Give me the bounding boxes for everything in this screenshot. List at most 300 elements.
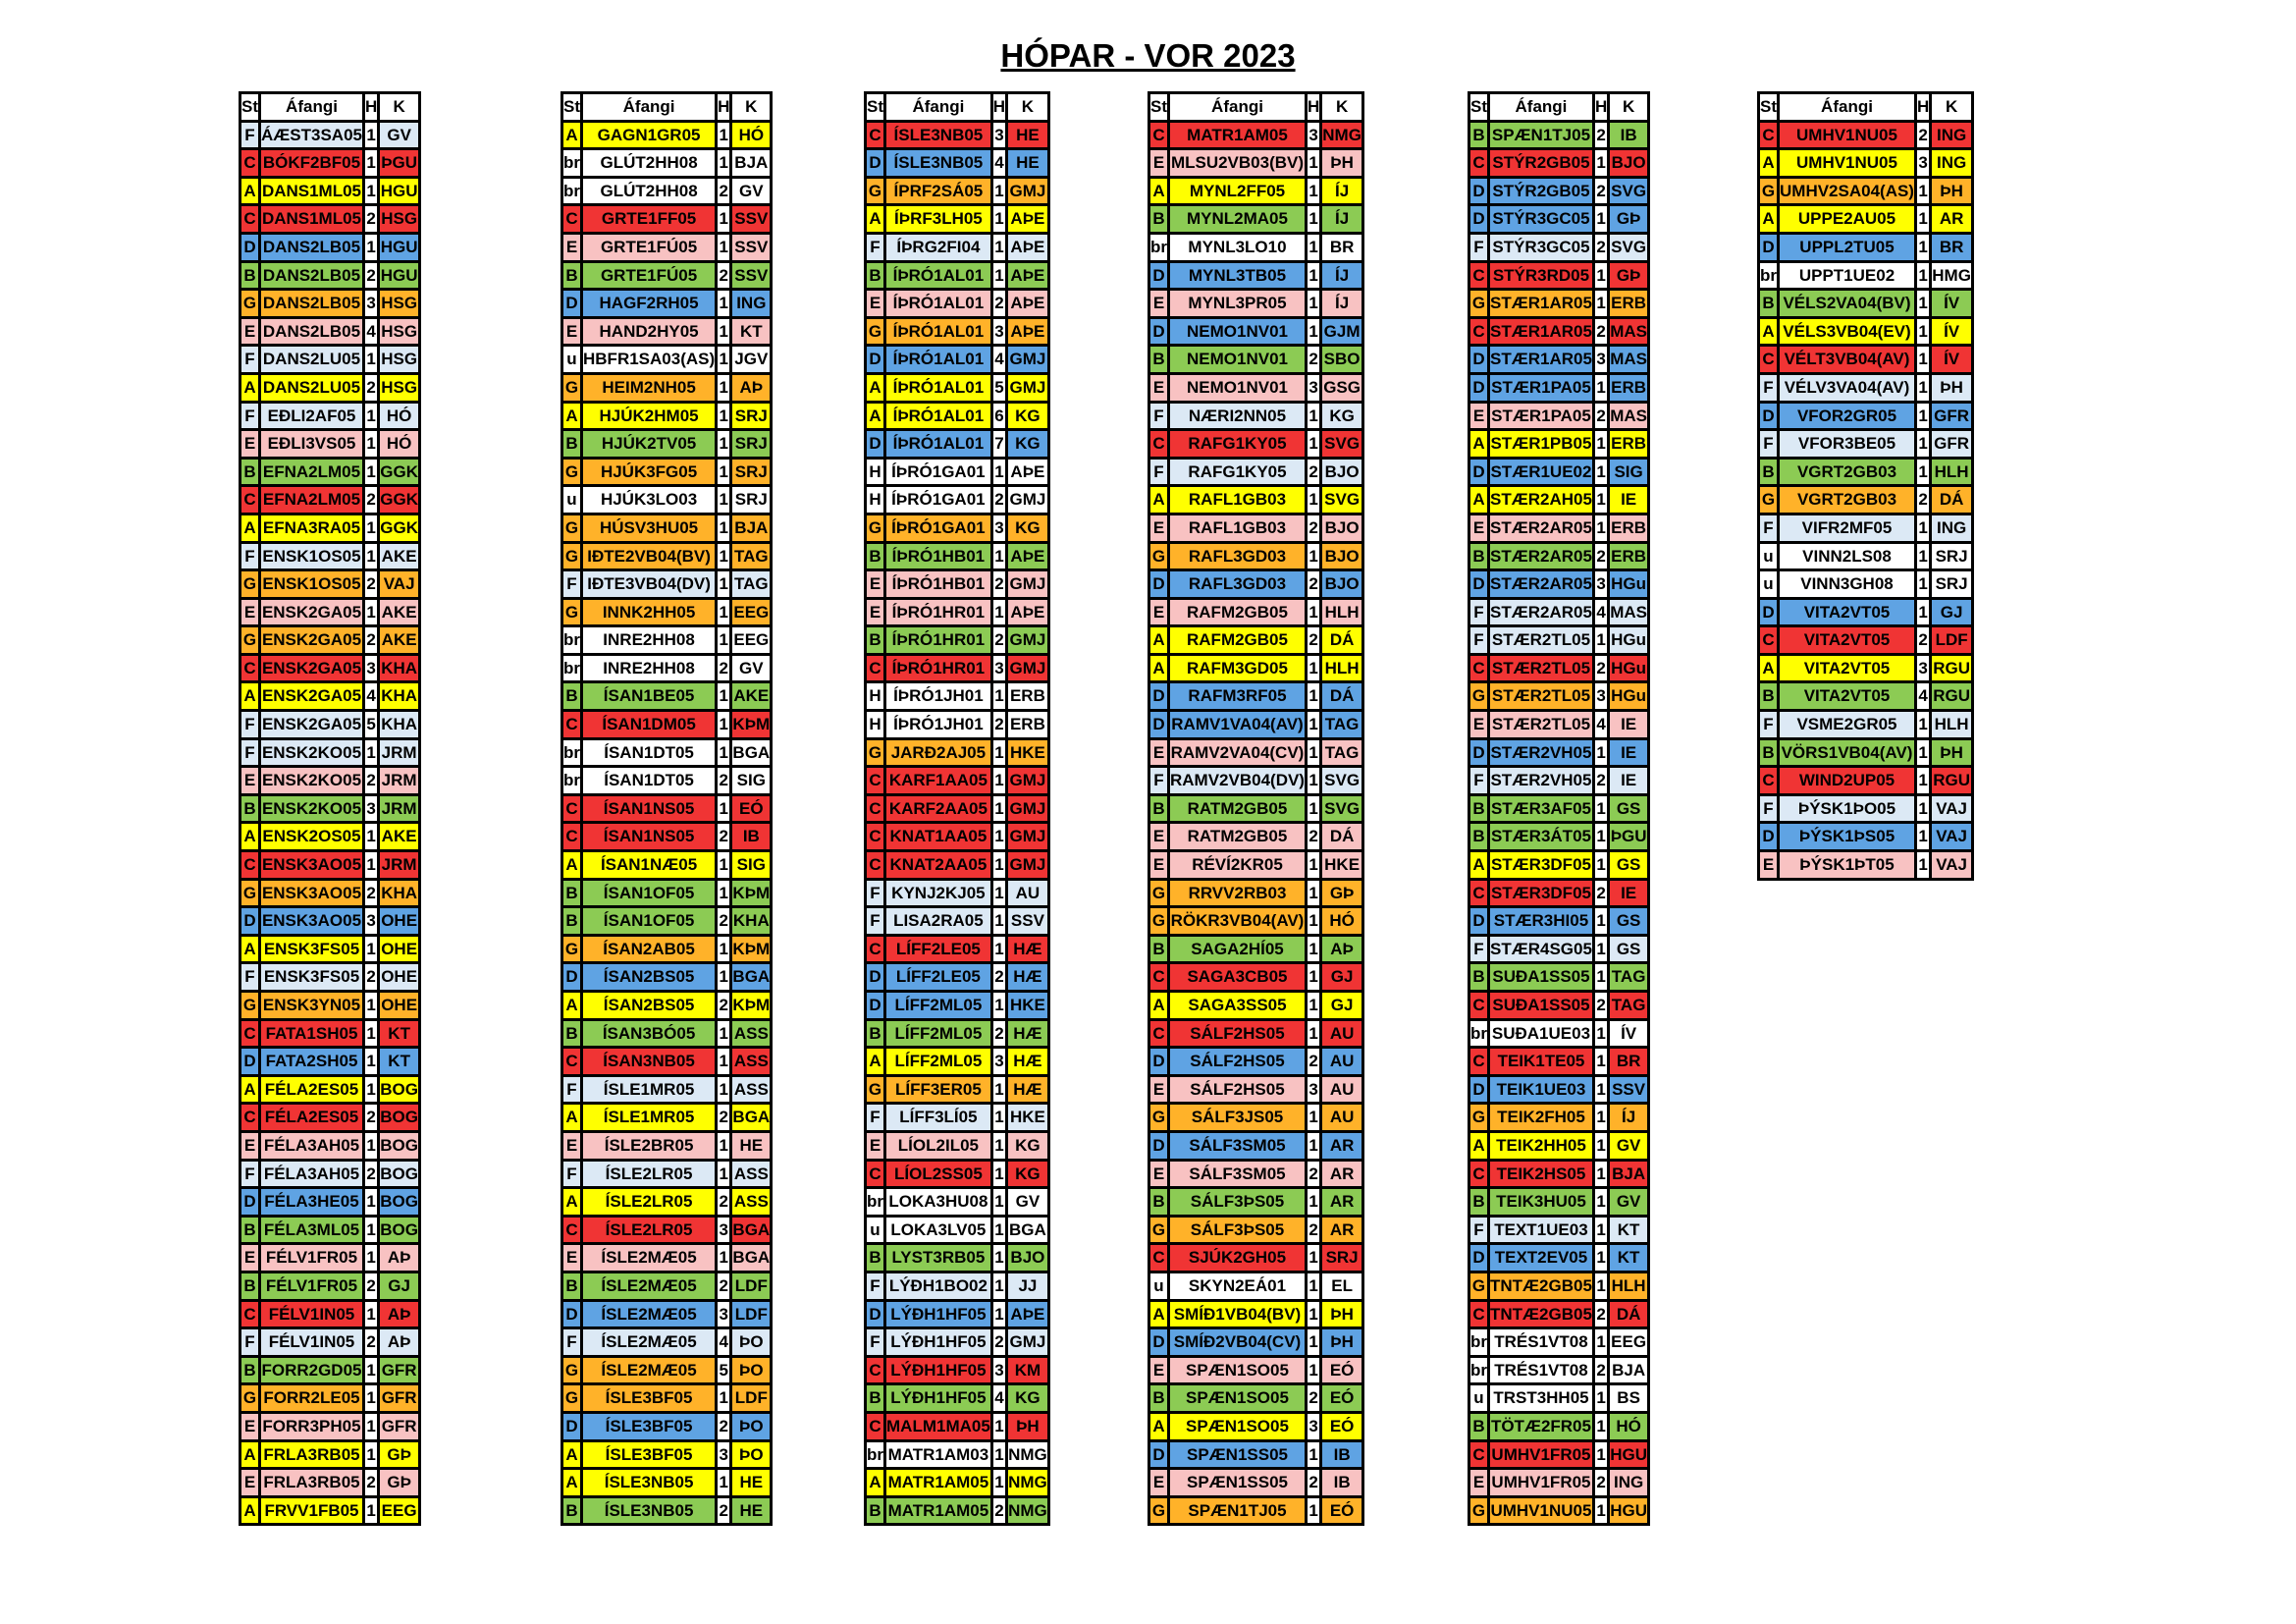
cell-k: HGU (1610, 1498, 1647, 1524)
table-row (1470, 1162, 1647, 1187)
cell-k: EEG (1610, 1329, 1647, 1355)
table-row (867, 600, 1047, 625)
cell-st: C (867, 1358, 883, 1383)
cell-st: F (241, 1329, 258, 1355)
cell-k: AKE (732, 683, 770, 709)
cell-st: u (563, 487, 580, 513)
cell-st: B (563, 263, 580, 289)
cell-afangi: ÍSAN1DT05 (583, 768, 715, 793)
cell-afangi: ÍÞRÓ1AL01 (886, 404, 990, 429)
group-table (561, 91, 773, 1526)
cell-h: 1 (1917, 460, 1929, 485)
cell-afangi: HJÚK3LO03 (583, 487, 715, 513)
cell-h: 2 (365, 206, 377, 232)
cell-k: ÞGU (380, 150, 418, 176)
cell-afangi: SÁLF3JS05 (1170, 1105, 1305, 1130)
cell-h: 1 (993, 908, 1005, 934)
cell-afangi: RAFM3RF05 (1170, 683, 1305, 709)
cell-afangi: FRLA3RB05 (261, 1470, 362, 1495)
column-header-k: K (732, 94, 770, 120)
cell-k: SRJ (1932, 544, 1971, 569)
cell-h: 1 (993, 263, 1005, 289)
cell-k: MAS (1610, 404, 1647, 429)
table-row (563, 487, 770, 513)
table-row (563, 1021, 770, 1047)
cell-st: G (241, 1385, 258, 1411)
cell-k: TAG (732, 544, 770, 569)
cell-st: F (1760, 796, 1777, 822)
column-header-h: H (1308, 94, 1319, 120)
table-row (1470, 544, 1647, 569)
cell-st: A (563, 1105, 580, 1130)
cell-h: 3 (365, 796, 377, 822)
cell-k: GMJ (1008, 375, 1047, 401)
table-row (563, 1414, 770, 1439)
cell-h: 1 (1917, 796, 1929, 822)
cell-k: HKE (1322, 852, 1362, 878)
cell-st: E (1150, 740, 1167, 766)
table-row (1150, 1245, 1362, 1271)
column-header-st: St (241, 94, 258, 120)
table-row (563, 291, 770, 316)
table-row (1150, 1470, 1362, 1495)
cell-h: 2 (365, 627, 377, 653)
cell-afangi: HJÚK2HM05 (583, 404, 715, 429)
cell-k: TAG (1610, 993, 1647, 1018)
cell-k: IE (1610, 881, 1647, 906)
cell-afangi: RAMV2VA04(CV) (1170, 740, 1305, 766)
cell-k: AÞE (1008, 544, 1047, 569)
cell-st: C (241, 487, 258, 513)
table-row (1470, 1105, 1647, 1130)
cell-h: 1 (1595, 1273, 1607, 1299)
cell-k: TAG (1610, 964, 1647, 990)
cell-st: E (1150, 515, 1167, 541)
table-row (1470, 1189, 1647, 1215)
cell-k: ÞH (1322, 1329, 1362, 1355)
cell-afangi: ENSK2GA05 (261, 627, 362, 653)
cell-h: 1 (718, 404, 729, 429)
cell-k: OHE (380, 908, 418, 934)
cell-st: D (1470, 1245, 1487, 1271)
cell-h: 1 (1595, 1021, 1607, 1047)
cell-h: 1 (365, 740, 377, 766)
cell-st: D (867, 1302, 883, 1327)
cell-h: 1 (1308, 768, 1319, 793)
cell-afangi: UMHV1NU05 (1780, 123, 1914, 148)
cell-st: B (241, 263, 258, 289)
cell-afangi: ENSK2KO05 (261, 768, 362, 793)
cell-h: 2 (993, 1021, 1005, 1047)
table-row (241, 1442, 418, 1468)
cell-afangi: STÝR2GB05 (1490, 179, 1592, 204)
cell-afangi: ÍSAN1OF05 (583, 908, 715, 934)
cell-h: 2 (718, 1189, 729, 1215)
table-row (241, 852, 418, 878)
table-row (1150, 487, 1362, 513)
cell-k: MAS (1610, 347, 1647, 372)
cell-k: HSG (380, 319, 418, 345)
cell-st: E (1150, 600, 1167, 625)
cell-k: ÞO (732, 1358, 770, 1383)
cell-st: A (241, 1077, 258, 1103)
table-row (241, 1498, 418, 1524)
cell-afangi: ÍSLE3NB05 (583, 1470, 715, 1495)
cell-afangi: ÍSAN1DT05 (583, 740, 715, 766)
table-row (1760, 206, 1971, 232)
cell-st: F (241, 740, 258, 766)
table-row (1150, 1021, 1362, 1047)
cell-afangi: SJÚK2GH05 (1170, 1245, 1305, 1271)
cell-h: 4 (1595, 712, 1607, 737)
table-row (241, 123, 418, 148)
cell-afangi: RAFG1KY05 (1170, 431, 1305, 457)
cell-h: 1 (993, 235, 1005, 260)
cell-k: GFR (380, 1414, 418, 1439)
cell-afangi: HÚSV3HU05 (583, 515, 715, 541)
cell-k: HKE (1008, 993, 1047, 1018)
cell-st: A (1470, 487, 1487, 513)
cell-st: A (563, 993, 580, 1018)
table-row (867, 852, 1047, 878)
cell-k: AKE (380, 544, 418, 569)
table-row (867, 1470, 1047, 1495)
cell-afangi: EÐLI3VS05 (261, 431, 362, 457)
cell-afangi: STÆR2AR05 (1490, 515, 1592, 541)
cell-k: BJA (732, 150, 770, 176)
cell-afangi: STÆR1AR05 (1490, 291, 1592, 316)
cell-st: B (1470, 1189, 1487, 1215)
cell-afangi: STÆR4SG05 (1490, 937, 1592, 962)
cell-afangi: RAFM2GB05 (1170, 627, 1305, 653)
cell-st: A (1150, 627, 1167, 653)
header-row (1470, 94, 1647, 120)
cell-h: 3 (365, 656, 377, 681)
cell-h: 4 (365, 319, 377, 345)
table-row (241, 375, 418, 401)
table-row (867, 1218, 1047, 1243)
cell-afangi: ÍSAN1OF05 (583, 881, 715, 906)
table-row (563, 1329, 770, 1355)
cell-h: 1 (718, 881, 729, 906)
cell-h: 4 (718, 1329, 729, 1355)
cell-afangi: DANS2LB05 (261, 263, 362, 289)
cell-st: F (241, 712, 258, 737)
cell-k: ÞH (1322, 1302, 1362, 1327)
table-row (241, 1470, 418, 1495)
cell-st: B (1150, 796, 1167, 822)
cell-st: G (1150, 908, 1167, 934)
table-row (241, 1189, 418, 1215)
cell-h: 1 (718, 937, 729, 962)
cell-st: C (1470, 1049, 1487, 1074)
cell-st: br (867, 1442, 883, 1468)
cell-h: 1 (1917, 600, 1929, 625)
cell-h: 3 (1308, 375, 1319, 401)
cell-st: D (563, 964, 580, 990)
cell-st: u (1760, 571, 1777, 597)
cell-afangi: SPÆN1SO05 (1170, 1385, 1305, 1411)
table-row (1470, 123, 1647, 148)
cell-st: B (1760, 740, 1777, 766)
cell-st: B (1150, 937, 1167, 962)
table-row (241, 627, 418, 653)
cell-st: E (1150, 1162, 1167, 1187)
cell-h: 2 (993, 712, 1005, 737)
cell-k: OHE (380, 964, 418, 990)
cell-st: u (1150, 1273, 1167, 1299)
cell-k: GJM (1322, 319, 1362, 345)
table-row (867, 937, 1047, 962)
cell-k: HÆ (1008, 964, 1047, 990)
cell-st: D (1470, 1077, 1487, 1103)
cell-h: 3 (718, 1302, 729, 1327)
table-row (1150, 571, 1362, 597)
cell-h: 1 (1595, 1077, 1607, 1103)
table-row (563, 712, 770, 737)
cell-k: ÍJ (1322, 179, 1362, 204)
table-row (563, 1077, 770, 1103)
cell-k: ÞH (1932, 740, 1971, 766)
cell-h: 1 (718, 1133, 729, 1159)
cell-afangi: FÉLV1IN05 (261, 1329, 362, 1355)
table-row (241, 460, 418, 485)
table-row (867, 1385, 1047, 1411)
cell-afangi: ÍSAN1NS05 (583, 824, 715, 849)
cell-h: 1 (1595, 515, 1607, 541)
table-row (241, 740, 418, 766)
cell-afangi: ENSK3YN05 (261, 993, 362, 1018)
cell-st: B (1470, 544, 1487, 569)
cell-k: BJA (1610, 1162, 1647, 1187)
cell-k: GMJ (1008, 487, 1047, 513)
cell-afangi: FÉLV1FR05 (261, 1273, 362, 1299)
cell-st: E (241, 1470, 258, 1495)
cell-afangi: LÝÐH1HF05 (886, 1329, 990, 1355)
cell-afangi: FÉLA3AH05 (261, 1162, 362, 1187)
cell-k: AU (1322, 1021, 1362, 1047)
cell-afangi: SÁLF3SM05 (1170, 1162, 1305, 1187)
table-row (563, 1245, 770, 1271)
cell-st: B (563, 1498, 580, 1524)
cell-afangi: VFOR3BE05 (1780, 431, 1914, 457)
table-row (1150, 1442, 1362, 1468)
table-row (1470, 515, 1647, 541)
table-row (1470, 1498, 1647, 1524)
cell-afangi: RAFL1GB03 (1170, 515, 1305, 541)
cell-st: C (241, 206, 258, 232)
cell-k: HKE (1008, 740, 1047, 766)
cell-st: C (1150, 1021, 1167, 1047)
cell-afangi: TRST3HH05 (1490, 1385, 1592, 1411)
table-row (867, 1442, 1047, 1468)
cell-afangi: FATA1SH05 (261, 1021, 362, 1047)
cell-k: OHE (380, 993, 418, 1018)
cell-k: GV (1610, 1133, 1647, 1159)
cell-st: B (1150, 1385, 1167, 1411)
cell-h: 1 (1595, 1218, 1607, 1243)
cell-st: A (1150, 179, 1167, 204)
table-row (867, 768, 1047, 793)
cell-h: 5 (993, 375, 1005, 401)
cell-k: GJ (1322, 993, 1362, 1018)
cell-afangi: TEXT1UE03 (1490, 1218, 1592, 1243)
column-header-k: K (380, 94, 418, 120)
cell-afangi: UPPT1UE02 (1780, 263, 1914, 289)
cell-st: E (563, 235, 580, 260)
cell-h: 2 (1595, 235, 1607, 260)
cell-afangi: STÆR2AR05 (1490, 600, 1592, 625)
cell-k: BJO (1008, 1245, 1047, 1271)
cell-st: D (1470, 375, 1487, 401)
cell-st: G (867, 740, 883, 766)
cell-afangi: RÖKR3VB04(AV) (1170, 908, 1305, 934)
table-row (1150, 319, 1362, 345)
table-row (1760, 179, 1971, 204)
cell-h: 2 (1595, 768, 1607, 793)
cell-h: 1 (1308, 656, 1319, 681)
table-row (1150, 712, 1362, 737)
cell-afangi: SAGA3CB05 (1170, 964, 1305, 990)
cell-st: D (1150, 1442, 1167, 1468)
cell-k: HÆ (1008, 937, 1047, 962)
cell-k: AÞE (1008, 600, 1047, 625)
cell-k: BJA (732, 515, 770, 541)
cell-st: F (867, 1105, 883, 1130)
cell-h: 2 (993, 291, 1005, 316)
cell-k: SSV (732, 263, 770, 289)
cell-k: SSV (732, 235, 770, 260)
cell-afangi: LYST3RB05 (886, 1245, 990, 1271)
cell-st: E (1150, 852, 1167, 878)
cell-afangi: DANS2LU05 (261, 347, 362, 372)
cell-afangi: ÍSAN2BS05 (583, 993, 715, 1018)
table-row (241, 1218, 418, 1243)
cell-k: GMJ (1008, 796, 1047, 822)
cell-h: 2 (1308, 1218, 1319, 1243)
table-row (1470, 824, 1647, 849)
table-row (241, 993, 418, 1018)
cell-afangi: ÍPRF2SÁ05 (886, 179, 990, 204)
table-row (241, 1077, 418, 1103)
table-row (1470, 1385, 1647, 1411)
cell-st: A (867, 1470, 883, 1495)
cell-h: 1 (1595, 150, 1607, 176)
cell-h: 1 (365, 1385, 377, 1411)
cell-afangi: TEIK1UE03 (1490, 1077, 1592, 1103)
cell-k: EÓ (1322, 1385, 1362, 1411)
cell-st: D (867, 993, 883, 1018)
cell-afangi: ÍSLE2BR05 (583, 1133, 715, 1159)
cell-st: D (1150, 1133, 1167, 1159)
cell-h: 2 (365, 571, 377, 597)
cell-afangi: IÐTE3VB04(DV) (583, 571, 715, 597)
table-row (1150, 796, 1362, 822)
table-row (563, 319, 770, 345)
cell-h: 2 (1308, 1385, 1319, 1411)
table-row (1150, 1218, 1362, 1243)
cell-k: IB (732, 824, 770, 849)
table-row (867, 347, 1047, 372)
cell-afangi: ÍÞRÓ1AL01 (886, 347, 990, 372)
table-row (1760, 571, 1971, 597)
cell-h: 3 (1308, 1414, 1319, 1439)
cell-st: C (1470, 319, 1487, 345)
cell-h: 1 (1917, 347, 1929, 372)
cell-afangi: STÝR3GC05 (1490, 206, 1592, 232)
cell-afangi: STÆR3DF05 (1490, 852, 1592, 878)
cell-afangi: STÆR1PB05 (1490, 431, 1592, 457)
cell-afangi: LÝÐH1HF05 (886, 1358, 990, 1383)
cell-afangi: TEIK3HU05 (1490, 1189, 1592, 1215)
cell-k: GS (1610, 908, 1647, 934)
cell-st: B (563, 683, 580, 709)
cell-st: E (563, 319, 580, 345)
group-block-1 (239, 91, 421, 1526)
column-header-st: St (563, 94, 580, 120)
table-row (1150, 740, 1362, 766)
cell-afangi: STÆR2AH05 (1490, 487, 1592, 513)
cell-k: ÍJ (1322, 291, 1362, 316)
cell-h: 2 (365, 964, 377, 990)
column-header-st: St (1470, 94, 1487, 120)
cell-afangi: ÍSLE2MÆ05 (583, 1302, 715, 1327)
cell-h: 1 (993, 1470, 1005, 1495)
cell-k: GV (380, 123, 418, 148)
table-row (1470, 740, 1647, 766)
table-row (1150, 179, 1362, 204)
column-header-h: H (993, 94, 1005, 120)
cell-k: HLH (1932, 460, 1971, 485)
cell-h: 1 (1917, 319, 1929, 345)
cell-st: E (241, 319, 258, 345)
cell-afangi: SÁLF3ÞS05 (1170, 1218, 1305, 1243)
cell-afangi: LISA2RA05 (886, 908, 990, 934)
cell-st: D (1470, 347, 1487, 372)
table-row (241, 1162, 418, 1187)
cell-st: A (1760, 656, 1777, 681)
table-row (1150, 150, 1362, 176)
table-row (867, 1302, 1047, 1327)
cell-st: C (1760, 627, 1777, 653)
table-row (1760, 796, 1971, 822)
cell-h: 3 (1595, 683, 1607, 709)
cell-k: GS (1610, 937, 1647, 962)
cell-k: SSV (732, 206, 770, 232)
cell-k: ERB (1610, 515, 1647, 541)
cell-st: A (241, 1442, 258, 1468)
cell-st: B (867, 1245, 883, 1271)
cell-k: BJA (1610, 1358, 1647, 1383)
cell-afangi: STÆR2VH05 (1490, 740, 1592, 766)
cell-k: ASS (732, 1021, 770, 1047)
cell-afangi: DANS2LB05 (261, 235, 362, 260)
cell-st: F (1760, 515, 1777, 541)
cell-k: ÍJ (1610, 1105, 1647, 1130)
cell-afangi: STÆR1PA05 (1490, 375, 1592, 401)
cell-afangi: FORR2LE05 (261, 1385, 362, 1411)
cell-afangi: RATM2GB05 (1170, 824, 1305, 849)
cell-st: C (563, 824, 580, 849)
cell-k: DÁ (1322, 824, 1362, 849)
cell-st: B (563, 431, 580, 457)
cell-h: 2 (1595, 544, 1607, 569)
cell-st: G (563, 600, 580, 625)
table-row (563, 347, 770, 372)
cell-st: A (563, 123, 580, 148)
cell-afangi: WIND2UP05 (1780, 768, 1914, 793)
table-row (1150, 375, 1362, 401)
